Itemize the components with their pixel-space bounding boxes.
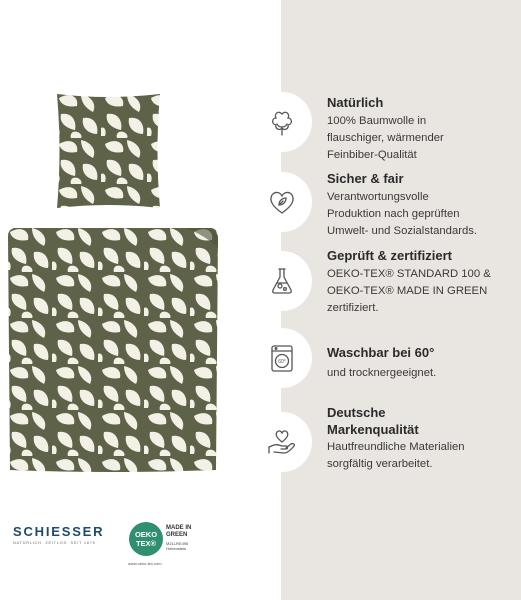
feature-title: Waschbar bei 60° (327, 345, 435, 360)
made-in-green-text (166, 525, 210, 539)
feature-desc-line: 100% Baumwolle in (327, 115, 427, 127)
feature-title: Sicher & fair (327, 171, 404, 186)
feature-text (327, 94, 517, 164)
feature-natural (252, 92, 521, 162)
feature-text (327, 344, 517, 382)
wash-temp-label: 60° (278, 359, 286, 365)
made-in-line: MADE IN (166, 525, 192, 531)
green-line: GREEN (166, 532, 188, 538)
pillow-image (55, 92, 162, 210)
brand-tagline: NATÜRLICH. ZEITLOS. SEIT 1875 (13, 541, 96, 545)
oeko-tex-label (128, 521, 208, 567)
feature-desc-line: sorgfältig verarbeitet. (327, 458, 433, 470)
hand-heart-icon (266, 426, 298, 458)
feature-text (327, 170, 517, 240)
feature-title: Geprüft & zertifiziert (327, 248, 452, 263)
feature-desc-line: Hautfreundliche Materialien (327, 441, 465, 453)
feature-title-line: Markenqualität (327, 422, 419, 437)
feature-desc-line: Produktion nach geprüften (327, 208, 460, 220)
oeko-code-number: M21LRE495 (166, 541, 189, 546)
feature-icon-circle (252, 412, 312, 472)
feature-text (327, 404, 517, 473)
cotton-flower-icon (266, 106, 298, 138)
oeko-tex-badge-icon (128, 521, 164, 557)
washing-machine-icon (266, 342, 298, 374)
feature-desc-line: Umwelt- und Sozialstandards. (327, 225, 478, 237)
feature-text (327, 247, 517, 317)
lab-flask-icon (266, 265, 298, 297)
oeko-url: www.oeko-tex.com (128, 561, 162, 566)
feature-title: Natürlich (327, 95, 384, 110)
feature-desc-line: OEKO-TEX® MADE IN GREEN (327, 285, 488, 297)
feature-desc-line: flauschiger, wärmender (327, 132, 444, 144)
feature-icon-circle (252, 92, 312, 152)
oeko-code (166, 541, 210, 551)
feature-german-quality (252, 404, 521, 484)
feature-safe-fair (252, 170, 521, 240)
feature-desc-line: OEKO-TEX® STANDARD 100 & (327, 268, 491, 280)
oeko-code-institute: Hohenstein (166, 546, 187, 551)
feature-desc-line: zertifiziert. (327, 302, 379, 314)
feature-washable (252, 328, 521, 390)
oeko-badge-line1: OEKO (134, 530, 158, 539)
oeko-badge-line2: TEX® (135, 539, 157, 548)
feature-desc-line: und trocknergeeignet. (327, 367, 437, 379)
feature-icon-circle (252, 251, 312, 311)
feature-icon-circle (252, 328, 312, 388)
feature-desc-line: Feinbiber-Qualität (327, 149, 417, 161)
schiesser-logo (13, 525, 109, 545)
duvet-image (6, 226, 219, 474)
brand-name: SCHIESSER (13, 524, 105, 539)
feature-title-line: Deutsche (327, 405, 386, 420)
feature-desc-line: Verantwortungsvolle (327, 191, 429, 203)
feature-certified (252, 247, 521, 317)
heart-leaf-icon (266, 186, 298, 218)
feature-icon-circle (252, 172, 312, 232)
